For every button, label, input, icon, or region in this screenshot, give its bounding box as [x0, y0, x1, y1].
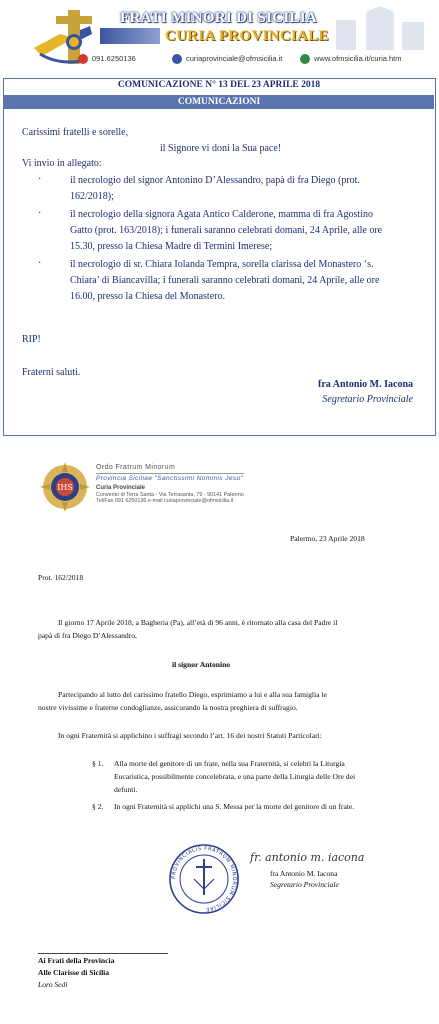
list-item: 162/2018);: [70, 191, 114, 202]
obituary-paragraph: Il giorno 17 Aprile 2018, a Bagheria (Pa), all’età di 96 anni, è ritornato alla casa del Padre il: [58, 618, 338, 627]
svg-text:IHS: IHS: [57, 483, 73, 492]
obituary-page: [0, 448, 439, 1024]
rule-text: defunti.: [114, 785, 138, 794]
letterhead-email[interactable]: curiaprovinciale@ofmsicilia.it: [186, 54, 283, 63]
recipient-line: Loro Sedi: [38, 980, 68, 989]
condolence-paragraph: nostre vivissime e fraterne condoglianze, assicurando la nostra preghiera di suffragio.: [38, 703, 298, 712]
rule-number: § 1.: [92, 759, 104, 768]
communication-number: COMUNICAZIONE N° 13 DEL 23 APRILE 2018: [117, 80, 321, 90]
letterhead-phone: 091.6250136: [92, 54, 136, 63]
svg-text:PROVINCIALIS FRATRUM MINORUM S: PROVINCIALIS FRATRUM MINORUM SICILIAE: [170, 845, 238, 913]
condolence-paragraph: Partecipando al lutto del carissimo fratello Diego, esprimiamo a lui e alla sua famiglia le: [58, 690, 327, 699]
signer-role: Segretario Provinciale: [322, 394, 413, 405]
letterhead-subtitle: CURIA PROVINCIALE: [165, 28, 329, 44]
closing-text: Fraterni saluti.: [22, 367, 81, 378]
communication-section-bar: COMUNICAZIONI: [4, 95, 434, 109]
curia-contacts: Tel/Fax 091 6250136 e-mail curiaprovinciale@ofmsicilia.it: [96, 498, 234, 504]
list-item: il necrologio di sr. Chiara Iolanda Tempra, sorella clarissa del Monastero ‘s.: [70, 259, 374, 270]
curia-name: Curia Provinciale: [96, 485, 146, 491]
church-watermark: [330, 6, 430, 50]
rule-text: Alla morte del genitore di un frate, nella sua Fraternità, si celebri la Liturgia: [114, 759, 345, 768]
rip-text: RIP!: [22, 334, 41, 345]
rule-text: Eucaristica, possibilmente concelebrata, e una parte della Liturgia delle Ore dei: [114, 772, 356, 781]
deceased-name: il signor Antonino: [172, 660, 231, 669]
protocol-number: Prot. 162/2018: [38, 573, 84, 582]
rule-number: § 2.: [92, 802, 104, 811]
letterhead-accent-bar: [100, 28, 160, 44]
globe-icon: [300, 54, 310, 64]
letterhead-title: FRATI MINORI DI SICILIA: [120, 10, 318, 26]
recipient-line: Ai Frati della Provincia: [38, 956, 115, 965]
bullet-icon: ·: [38, 208, 42, 219]
provincial-seal-stamp: [168, 843, 240, 915]
suffrage-paragraph: In ogni Fraternità si applichino i suffragi secondo l’art. 16 dei nostri Statuti Particolari:: [58, 731, 322, 740]
list-item: Chiara’ di Biancavilla; i funerali saranno celebrati domani, 24 Aprile, alle ore: [70, 275, 380, 286]
signer-role: Segretario Provinciale: [270, 880, 339, 889]
bullet-icon: ·: [38, 174, 42, 185]
list-item: Gatto (prot. 163/2018); i funerali saranno celebrati domani, 24 Aprile, alle ore: [70, 225, 383, 236]
list-item: 16.00, presso la Chiesa del Monastero.: [70, 291, 225, 302]
letterhead-contacts: [70, 52, 430, 66]
province-name: Provincia Siciliae "Sanctissimi Nominis Jesu": [96, 475, 244, 482]
blessing: il Signore vi doni la Sua pace!: [160, 143, 282, 154]
phone-icon: [78, 54, 88, 64]
bullet-icon: ·: [38, 258, 42, 269]
order-header: [96, 464, 244, 504]
intro-text: Vi invio in allegato:: [22, 158, 102, 169]
curia-address: Convento di Terra Santa - Via Terrasanta, 79 - 90141 Palermo: [96, 492, 244, 498]
signer-name: fra Antonio M. Iacona: [318, 379, 413, 390]
list-item: il necrologio del signor Antonino D’Alessandro, papà di fra Diego (prot.: [70, 175, 360, 186]
communication-page: [0, 0, 439, 440]
greeting: Carissimi fratelli e sorelle,: [22, 127, 129, 138]
list-item: 15.30, presso la Chiesa Madre di Termini Imerese;: [70, 241, 273, 252]
handwritten-signature: fr. antonio m. iacona: [250, 851, 365, 864]
obituary-paragraph: papà di fra Diego D’Alessandro,: [38, 631, 137, 640]
recipient-line: Alle Clarisse di Sicilia: [38, 968, 110, 977]
franciscan-emblem: [40, 462, 90, 512]
rule-text: In ogni Fraternità si applichi una S. Messa per la morte del genitore di un frate.: [114, 802, 355, 811]
order-name: Ordo Fratrum Minorum: [96, 464, 176, 471]
list-item: il necrologio della signora Agata Antico Calderone, mamma di fra Agostino: [70, 209, 373, 220]
signer-name: fra Antonio M. Iacona: [270, 869, 338, 878]
place-date: Palermo, 23 Aprile 2018: [290, 534, 365, 543]
letterhead-website[interactable]: www.ofmsicilia.it/curia.htm: [314, 54, 402, 63]
email-icon: [172, 54, 182, 64]
